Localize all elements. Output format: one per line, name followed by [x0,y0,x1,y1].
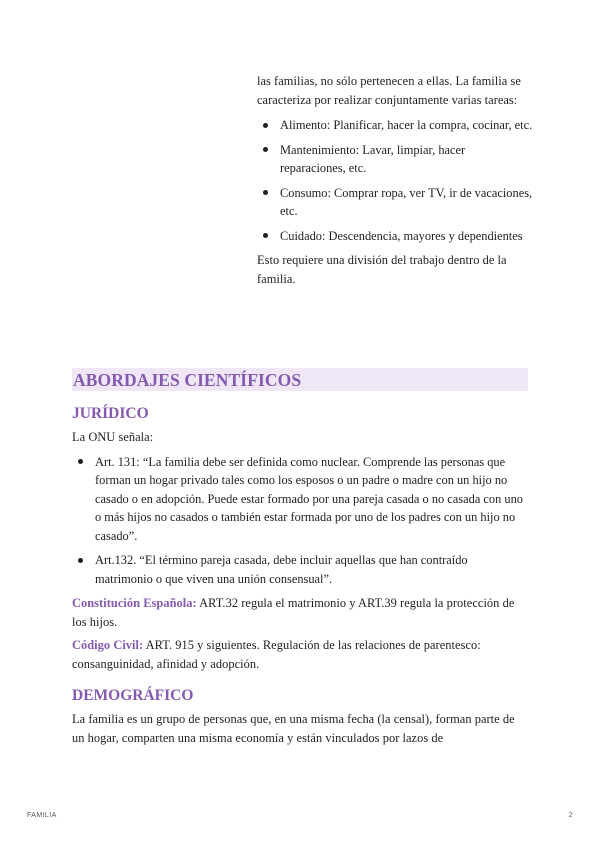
list-item [257,227,533,246]
bullet-icon [263,233,268,238]
footer-title: FAMILIA [27,812,57,819]
articles-list [72,453,528,589]
bullet-icon [263,190,268,195]
bullet-icon [263,147,268,152]
juridico-heading: JURÍDICO [72,405,149,422]
list-item-text: Alimento: Planificar, hacer la compra, cocinar, etc. [280,118,533,132]
closing-paragraph: Esto requiere una división del trabajo dentro de la familia. [257,253,507,286]
top-right-column [257,72,533,288]
list-item [257,184,533,221]
onu-intro: La ONU señala: [72,430,154,444]
list-item [72,453,528,546]
task-list [257,116,533,245]
bullet-icon [78,459,83,464]
article-text: Art.132. “El término pareja casada, debe incluir aquellas que han contraído matrimonio o que viven una unión consensual”. [95,553,468,586]
codigo-paragraph [72,636,528,673]
list-item [257,141,533,178]
section-title: ABORDAJES CIENTÍFICOS [72,368,528,391]
demografico-paragraph: La familia es un grupo de personas que, en una misma fecha (la censal), forman parte de un hogar, comparten una misma economía y están vinculados por lazos de [72,712,515,745]
constitucion-text: ART.32 regula el matrimonio y ART.39 regula la protección de los hijos. [72,596,515,629]
constitucion-paragraph [72,594,528,631]
page-number: 2 [568,812,573,819]
codigo-text: ART. 915 y siguientes. Regulación de las relaciones de parentesco: consanguinidad, afinidad y adopción. [72,638,481,671]
codigo-label: Código Civil: [72,638,144,652]
list-item-text: Consumo: Comprar ropa, ver TV, ir de vacaciones, etc. [280,185,533,218]
list-item [257,116,533,135]
main-section [72,368,528,747]
demografico-heading: DEMOGRÁFICO [72,687,194,704]
bullet-icon [78,558,83,563]
list-item [72,551,528,588]
list-item-text: Mantenimiento: Lavar, limpiar, hacer reparaciones, etc. [280,142,466,175]
list-item-text: Cuidado: Descendencia, mayores y dependientes [280,228,523,243]
intro-paragraph: las familias, no sólo pertenecen a ellas. La familia se caracteriza por realizar conjuntamente varias tareas: [257,74,521,107]
page-footer [27,812,573,824]
constitucion-label: Constitución Española: [72,596,197,610]
article-text: Art. 131: “La familia debe ser definida como nuclear. Comprende las personas que forman un hogar privado tales como los esposos o un padre o madre con un hijo no casado o en adopción. Puede estar formado por una pareja casada o no casada con uno o más hijos no casados o también estar formada por uno de los padres con un hijo no casado”. [95,454,523,543]
bullet-icon [263,123,268,128]
